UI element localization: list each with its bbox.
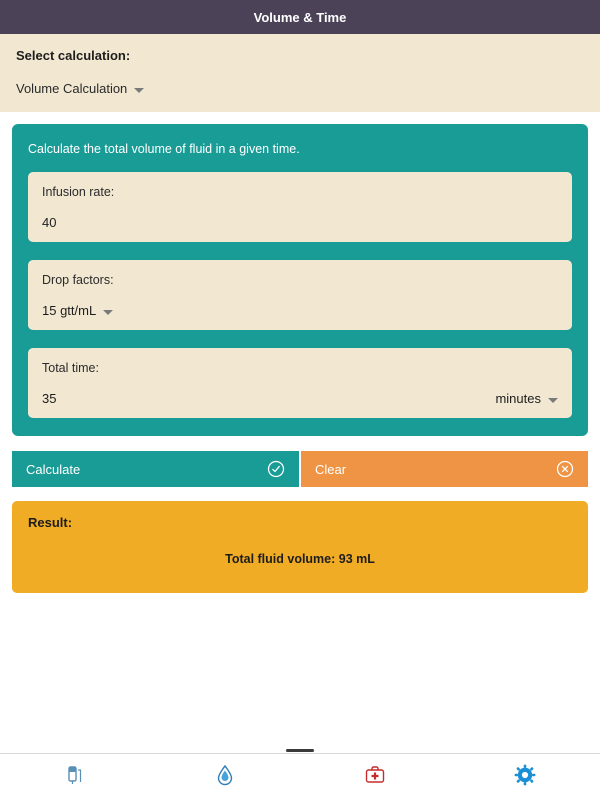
- calculate-button[interactable]: [12, 451, 299, 487]
- select-calculation-label: Select calculation:: [16, 48, 131, 63]
- value-time-unit: minutes: [495, 391, 541, 406]
- calculation-description: Calculate the total volume of fluid in a given time.: [28, 142, 300, 156]
- dropdown-time-unit[interactable]: [495, 391, 558, 406]
- bottom-navigation-bar: [0, 753, 600, 800]
- nav-item-first-aid-kit[interactable]: [300, 754, 450, 800]
- calculation-card: [12, 124, 588, 436]
- result-card: [12, 501, 588, 593]
- field-label-infusion-rate: Infusion rate:: [42, 185, 115, 199]
- home-indicator: [286, 749, 314, 752]
- result-value: Total fluid volume: 93 mL: [225, 552, 375, 566]
- title-bar: [0, 0, 600, 34]
- main-content: [0, 112, 600, 800]
- chevron-down-icon: [103, 310, 113, 315]
- calculation-type-value: Volume Calculation: [16, 81, 128, 96]
- calculate-button-label: Calculate: [26, 461, 81, 477]
- nav-item-iv-bag[interactable]: [0, 754, 150, 800]
- nav-item-droplet[interactable]: [150, 754, 300, 800]
- first-aid-kit-icon: [363, 763, 387, 792]
- page-title: Volume & Time: [253, 9, 347, 25]
- clear-button[interactable]: [301, 451, 588, 487]
- field-label-total-time: Total time:: [42, 361, 99, 375]
- droplet-icon: [213, 763, 237, 792]
- chevron-down-icon: [548, 398, 558, 403]
- action-button-row: [12, 451, 588, 487]
- field-drop-factors[interactable]: [28, 260, 572, 330]
- calculation-selector-section: [0, 34, 600, 112]
- calculation-type-dropdown[interactable]: [16, 81, 584, 96]
- field-label-drop-factors: Drop factors:: [42, 273, 114, 287]
- settings-gear-icon: [513, 763, 537, 792]
- dropdown-drop-factors[interactable]: [42, 303, 113, 318]
- value-drop-factors: 15 gtt/mL: [42, 303, 97, 318]
- result-title: Result:: [28, 515, 73, 530]
- check-circle-icon: [267, 460, 285, 478]
- clear-button-label: Clear: [315, 461, 347, 477]
- input-infusion-rate[interactable]: 40: [42, 215, 57, 230]
- iv-bag-icon: [63, 763, 87, 792]
- chevron-down-icon: [134, 88, 144, 93]
- input-total-time[interactable]: 35: [42, 391, 57, 406]
- nav-item-settings[interactable]: [450, 754, 600, 800]
- field-total-time[interactable]: [28, 348, 572, 418]
- close-circle-icon: [556, 460, 574, 478]
- field-infusion-rate[interactable]: [28, 172, 572, 242]
